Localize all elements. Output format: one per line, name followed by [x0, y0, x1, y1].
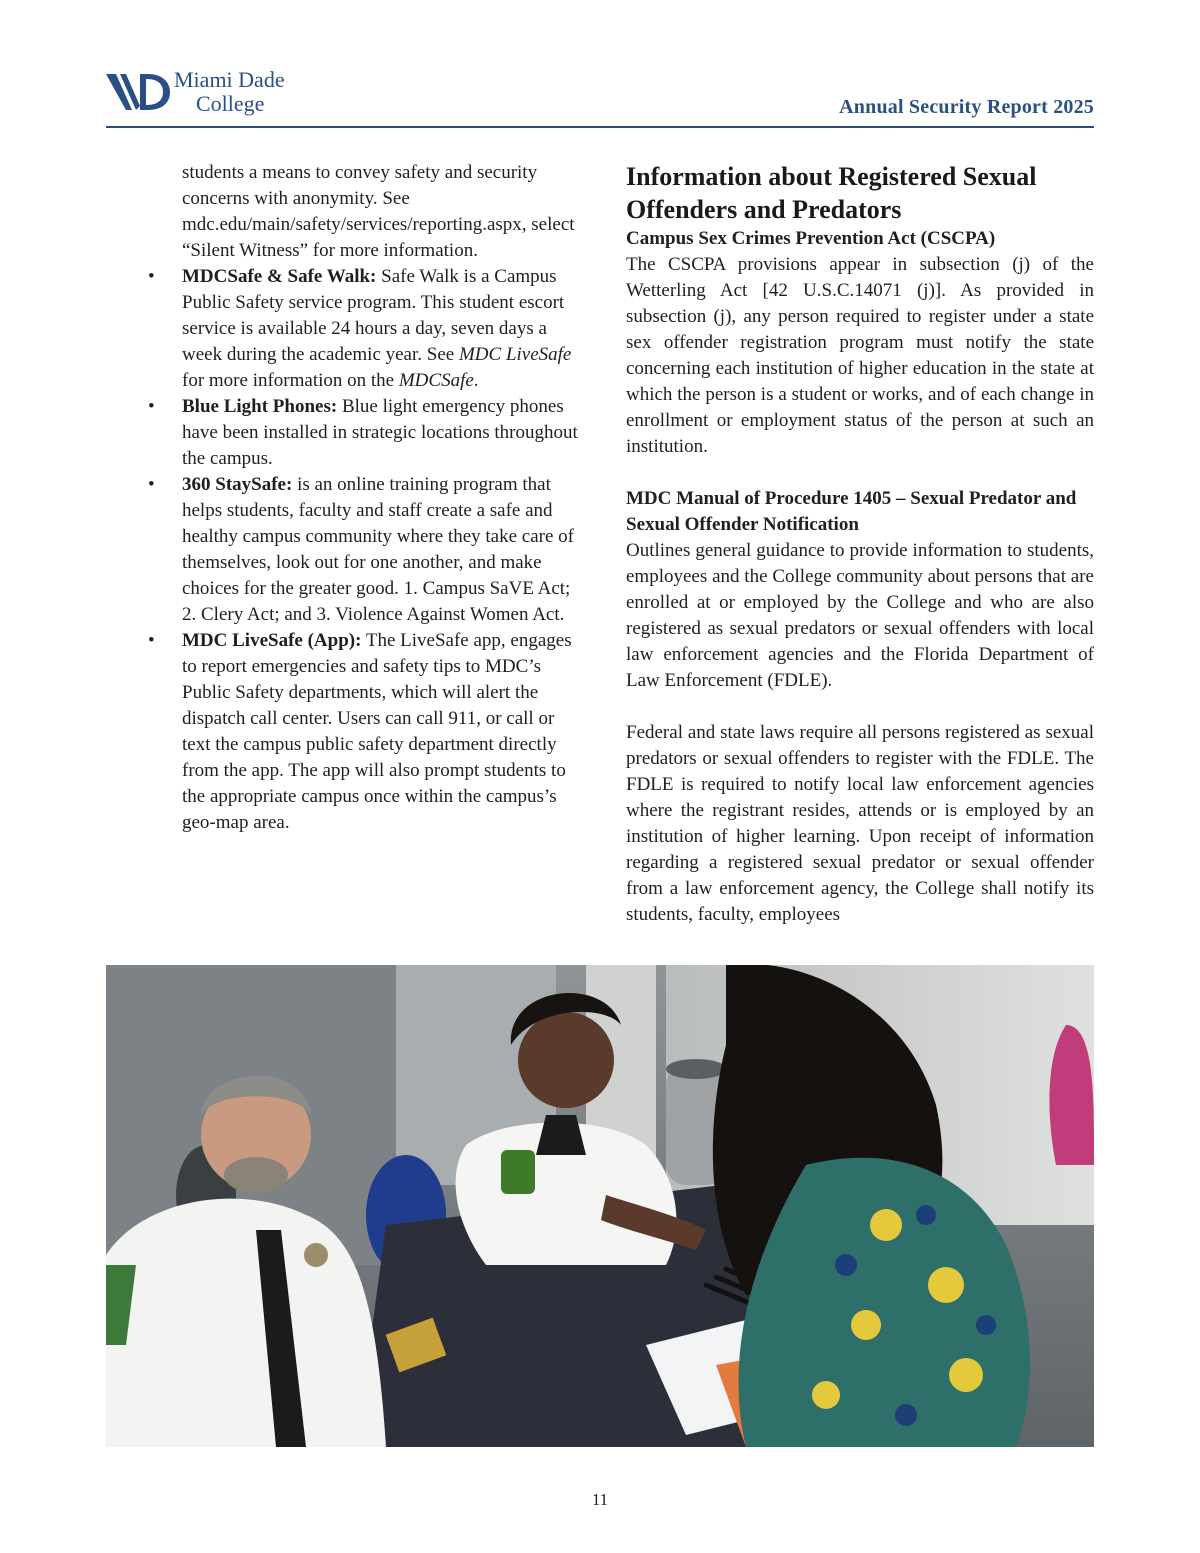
bullet-text: is an online training program that helps students, faculty and staff create a safe and healthy campus community where they take care of themselves, look out for one another, and make choices for the greater good. 1. Campus SaVE Act; 2. Clery Act; and 3. Violence Against Women Act. [182, 474, 574, 625]
bullet-icon: • [148, 474, 155, 495]
section-title: Information about Registered Sexual Offenders and Predators [626, 162, 1037, 224]
list-item-mdcsafe [148, 264, 582, 394]
list-item-360-staysafe [148, 472, 582, 628]
bullet-text: Blue light emergency phones have been installed in strategic locations throughout the campus. [182, 396, 578, 469]
bullet-text: The LiveSafe app, engages to report emergencies and safety tips to MDC’s Public Safety departments, which will alert the dispatch call center. Users can call 911, or call or text the campus public safety department directly from the app. The app will also prompt students to the appropriate campus once within the campus’s geo-map area. [182, 630, 572, 833]
procedure-heading: MDC Manual of Procedure 1405 – Sexual Predator and Sexual Offender Notification [626, 488, 1077, 535]
cscpa-heading: Campus Sex Crimes Prevention Act (CSCPA) [626, 228, 996, 249]
silent-witness-continuation: students a means to convey safety and security concerns with anonymity. See mdc.edu/main/safety/services/reporting.aspx, select “Silent Witness” for more information. [182, 162, 575, 261]
left-column [148, 160, 582, 836]
cscpa-paragraph: The CSCPA provisions appear in subsection (j) of the Wetterling Act [42 U.S.C.14071 (j)]. As provided in subsection (j), any person required to register under a state sex offender registration program must notify the state concerning each institution of higher education in the state at which the person is a student or works, and of each change in enrollment or employment status of the person at such an institution. [626, 254, 1094, 457]
bullet-text: Safe Walk is a Campus Public Safety service program. This student escort service is available 24 hours a day, seven days a week during the academic year. See [182, 266, 565, 365]
list-item-blue-light-phones [148, 394, 582, 472]
bullet-icon: • [148, 266, 155, 287]
header-divider [106, 126, 1094, 128]
bullet-text: . [473, 370, 479, 391]
report-title: Annual Security Report 2025 [839, 96, 1094, 118]
bullet-title: MDCSafe & Safe Walk: [182, 266, 377, 287]
bullet-title: Blue Light Phones: [182, 396, 338, 417]
photo-illustration [106, 965, 1094, 1447]
logo-name-line2: College [196, 91, 265, 116]
page-header [106, 68, 1094, 128]
bullet-title: MDC LiveSafe (App): [182, 630, 362, 651]
college-logo [106, 68, 306, 118]
page-number: 11 [591, 1490, 609, 1509]
bullet-emphasis: MDC LiveSafe [458, 344, 572, 365]
list-item-mdc-livesafe [148, 628, 582, 836]
procedure-paragraph: Outlines general guidance to provide information to students, employees and the College community about persons that are enrolled at or employed by the College and who are also registered as sexual predators or sexual offenders with local law enforcement agencies and the Florida Department of Law Enforcement (FDLE). [626, 540, 1094, 691]
safety-services-list [148, 264, 582, 836]
bullet-icon: • [148, 630, 155, 651]
bullet-emphasis: MDCSafe [398, 370, 474, 391]
campus-safety-photo [106, 965, 1094, 1447]
bullet-title: 360 StaySafe: [182, 474, 293, 495]
college-logo-mark [106, 70, 170, 114]
logo-name-line1: Miami Dade [174, 67, 285, 92]
laws-paragraph: Federal and state laws require all persons registered as sexual predators or sexual offenders to register with the FDLE. The FDLE is required to notify local law enforcement agencies where the registrant resides, attends or is employed by an institution of higher learning. Upon receipt of information regarding a registered sexual predator or sexual offender from a law enforcement agency, the College shall notify its students, faculty, employees [626, 722, 1094, 925]
right-column [626, 160, 1094, 928]
bullet-icon: • [148, 396, 155, 417]
bullet-text: for more information on the [182, 370, 399, 391]
